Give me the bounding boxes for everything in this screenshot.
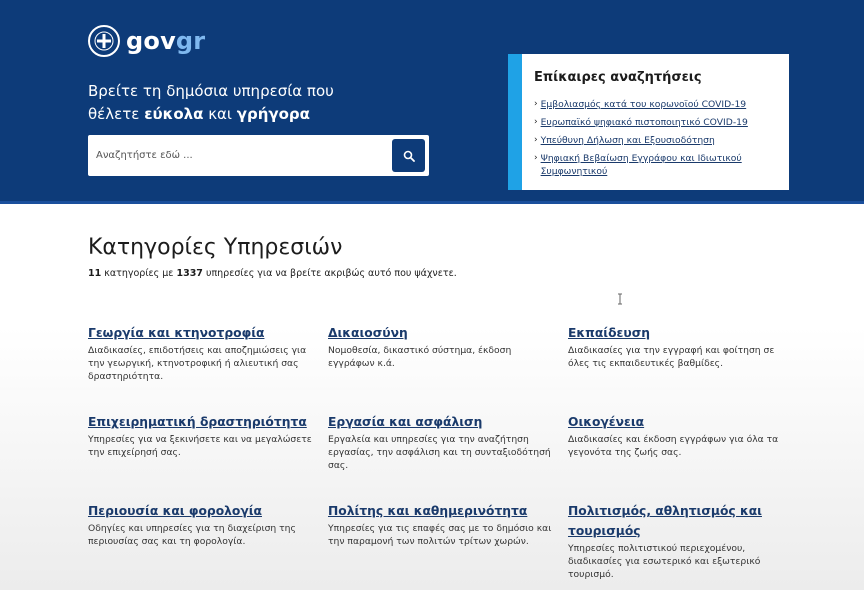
hero-heading-line2: θέλετε εύκολα και γρήγορα (88, 105, 310, 123)
category-description: Υπηρεσίες για τις επαφές σας με το δημόσιο και την παραμονή των πολιτών τρίτων χωρών. (328, 523, 552, 547)
govgr-logo[interactable] (88, 24, 205, 58)
search-input[interactable] (88, 135, 388, 176)
trending-searches-panel (508, 54, 789, 190)
category-description: Διαδικασίες και έκδοση εγγράφων για όλα τα γεγονότα της ζωής σας. (568, 434, 779, 458)
search-box (88, 135, 429, 176)
search-icon (403, 150, 415, 162)
hero-heading-line1: Βρείτε τη δημόσια υπηρεσία που (88, 82, 334, 100)
trending-title: Επίκαιρες αναζητήσεις (534, 70, 702, 85)
text-cursor-icon (617, 293, 623, 305)
chevron-right-icon: › (534, 99, 538, 109)
category-description: Υπηρεσίες για να ξεκινήσετε και να μεγαλώσετε την επιχείρησή σας. (88, 434, 312, 458)
category-link-employment[interactable]: Εργασία και ασφάλιση (328, 415, 483, 429)
greek-emblem-icon (88, 25, 120, 57)
chevron-right-icon: › (534, 153, 538, 163)
category-link-agriculture[interactable]: Γεωργία και κτηνοτροφία (88, 326, 265, 340)
trending-link-declaration[interactable]: Υπεύθυνη Δήλωση και Εξουσιοδότηση (540, 135, 715, 146)
category-link-business[interactable]: Επιχειρηματική δραστηριότητα (88, 415, 307, 429)
page-title: Κατηγορίες Υπηρεσιών (88, 235, 343, 260)
category-card (88, 323, 313, 383)
category-link-property-tax[interactable]: Περιουσία και φορολογία (88, 504, 262, 518)
hero-heading (88, 80, 388, 126)
trending-item (534, 98, 784, 111)
category-card (568, 501, 788, 581)
category-link-family[interactable]: Οικογένεια (568, 415, 645, 429)
category-card (88, 501, 313, 548)
trending-link-covid-vaccine[interactable]: Εμβολιασμός κατά του κορωνοϊού COVID-19 (540, 99, 747, 110)
category-card (88, 412, 313, 459)
search-button[interactable] (392, 139, 425, 172)
categories-summary: 11 κατηγορίες με 1337 υπηρεσίες για να βρείτε ακριβώς αυτό που ψάχνετε. (88, 268, 457, 279)
trending-item (534, 116, 784, 129)
chevron-right-icon: › (534, 117, 538, 127)
category-card (568, 412, 793, 459)
category-link-citizen[interactable]: Πολίτης και καθημερινότητα (328, 504, 528, 518)
category-description: Νομοθεσία, δικαστικό σύστημα, έκδοση εγγράφων κ.ά. (328, 345, 512, 369)
category-link-education[interactable]: Εκπαίδευση (568, 326, 651, 340)
category-link-culture-sport-tourism[interactable]: Πολιτισμός, αθλητισμός και τουρισμός (568, 504, 762, 538)
trending-link-document-certification[interactable]: Ψηφιακή Βεβαίωση Εγγράφου και Ιδιωτικού Συμφωνητικού (540, 153, 742, 177)
category-link-justice[interactable]: Δικαιοσύνη (328, 326, 408, 340)
trending-item (534, 152, 784, 178)
trending-item (534, 134, 784, 147)
category-description: Εργαλεία και υπηρεσίες για την αναζήτηση εργασίας, την ασφάλιση και τη συνταξιοδότησή σας. (328, 434, 551, 471)
category-card (328, 501, 553, 548)
logo-wordmark: govgr (126, 27, 206, 55)
trending-link-covid-certificate[interactable]: Ευρωπαϊκό ψηφιακό πιστοποιητικό COVID-19 (540, 117, 748, 128)
category-card (568, 323, 793, 370)
category-description: Διαδικασίες για την εγγραφή και φοίτηση σε όλες τις εκπαιδευτικές βαθμίδες. (568, 345, 775, 369)
chevron-right-icon: › (534, 135, 538, 145)
category-description: Οδηγίες και υπηρεσίες για τη διαχείριση της περιουσίας σας και τη φορολογία. (88, 523, 296, 547)
category-description: Υπηρεσίες πολιτιστικού περιεχομένου, διαδικασίες για εσωτερικό και εξωτερικό τουρισμό. (568, 543, 761, 580)
category-card (328, 412, 553, 472)
category-card (328, 323, 553, 370)
trending-list (534, 98, 784, 183)
category-description: Διαδικασίες, επιδοτήσεις και αποζημιώσεις για την γεωργική, κτηνοτροφική ή αλιευτική σας δραστηριότητα. (88, 345, 307, 382)
